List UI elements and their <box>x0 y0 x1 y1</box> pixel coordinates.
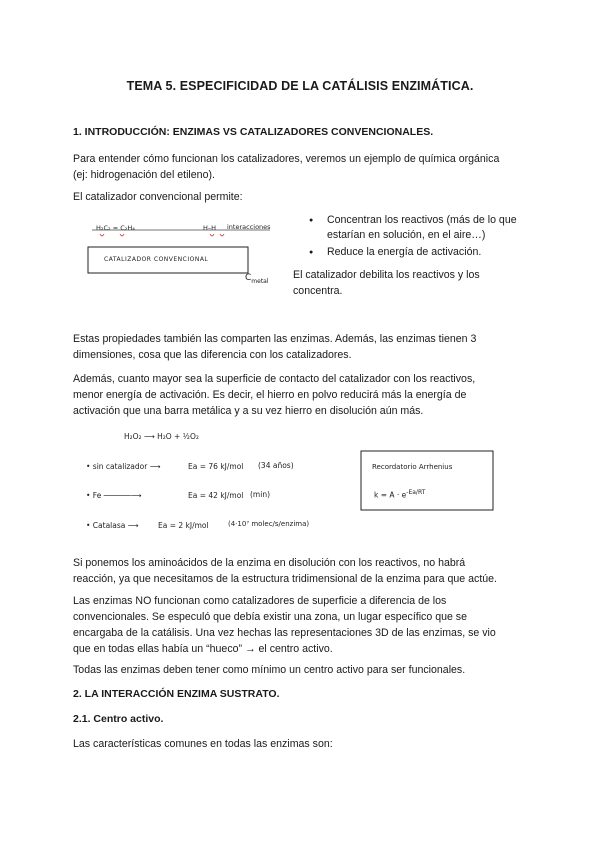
arrhenius-title: Recordatorio Arrhenius <box>372 463 453 471</box>
sketch-row-label: • Catalasa ⟶ <box>86 521 139 530</box>
text-line: dimensiones, cosa que las diferencia con los catalizadores. <box>73 349 352 361</box>
paragraph-intro <box>73 151 543 183</box>
interaction-marks <box>210 234 224 236</box>
list-item: ● Reduce la energía de activación. <box>293 245 543 260</box>
arrhenius-formula: $k = A \cdot e^{-Ea/RT}$ <box>374 489 426 500</box>
page-title: TEMA 5. ESPECIFICIDAD DE LA CATÁLISIS ENZIMÁTICA. <box>126 79 474 93</box>
sketch-row-note: (4·10⁷ molec/s/enzima) <box>228 520 310 528</box>
arrhenius-box <box>360 450 495 512</box>
list-item: ● Concentran los reactivos (más de lo que estarían en solución, en el aire…) <box>293 213 543 243</box>
section-heading-interaccion: 2. LA INTERACCIÓN ENZIMA SUSTRATO. <box>73 688 280 700</box>
sketch-row-note: (min) <box>250 490 270 499</box>
text-line: Las enzimas NO funcionan como catalizadores de superficie a diferencia de los <box>73 595 447 607</box>
paragraph-catalizador-permite: El catalizador convencional permite: <box>73 191 243 203</box>
sketch-row-energy: Ea = 42 kJ/mol <box>188 491 244 500</box>
section-heading-introduccion: 1. INTRODUCCIÓN: ENZIMAS VS CATALIZADORES CONVENCIONALES. <box>73 126 434 138</box>
text-line: convencionales. Se especuló que debía existir una zona, un lugar específico que se <box>73 611 467 623</box>
sketch-reactants: H₂C₂ = C₂H₄ <box>96 224 135 232</box>
text-line: (ej: hidrogenación del etileno). <box>73 169 215 181</box>
text-line: Estas propiedades también las comparten las enzimas. Además, las enzimas tienen 3 <box>73 333 477 345</box>
sketch-row-label: • sin catalizador ⟶ <box>86 462 161 471</box>
text-line: Si ponemos los aminoácidos de la enzima en disolución con los reactivos, no habrá <box>73 557 466 569</box>
paragraph-minimo-centro: Todas las enzimas deben tener como mínimo un centro activo para ser funcionales. <box>73 664 466 676</box>
text-line: Además, cuanto mayor sea la superficie de contacto del catalizador con los reactivos, <box>73 373 476 385</box>
paragraph-caracteristicas: Las características comunes en todas las enzimas son: <box>73 738 333 750</box>
text-line: El catalizador debilita los reactivos y los <box>293 269 480 281</box>
sketch-row-energy: Ea = 2 kJ/mol <box>158 521 209 530</box>
sketch-hh: H–H <box>203 224 217 232</box>
sketch-interacciones: interacciones <box>227 223 271 231</box>
text-line: activación que una barra metálica y a su vez hierro en disolución aún más. <box>73 405 424 417</box>
text-line: menor energía de activación. Es decir, el hierro en polvo reducirá más la energía de <box>73 389 467 401</box>
sketch-row-label: • Fe ──────⟶ <box>86 491 142 500</box>
paragraph-aminoacidos <box>73 555 543 587</box>
interaction-marks <box>100 234 124 236</box>
sketch-catalyst-label: CATALIZADOR CONVENCIONAL <box>104 256 209 263</box>
note-catalizador <box>293 267 480 299</box>
text-line: reacción, ya que necesitamos de la estructura tridimensional de la enzima para que actúe. <box>73 573 497 585</box>
text-line: encargaba de la catálisis. Una vez hechas las representaciones 3D de las enzimas, se vio <box>73 627 496 639</box>
paragraph-superficie <box>73 371 543 419</box>
subsection-heading-centro-activo: 2.1. Centro activo. <box>73 713 164 725</box>
bullet-list <box>293 213 543 262</box>
sketch-row-energy: Ea = 76 kJ/mol <box>188 462 244 471</box>
text-line: concentra. <box>293 285 343 297</box>
sketch-reaction: H₂O₂ ⟶ H₂O + ½O₂ <box>124 432 199 441</box>
sketch-row-note: (34 años) <box>258 461 294 470</box>
paragraph-propiedades <box>73 331 543 363</box>
paragraph-centro-activo <box>73 593 543 657</box>
sketch-metal: $C_{metal}$ <box>245 273 269 285</box>
text-line: que en todas ellas había un “hueco” → el centro activo. <box>73 643 333 655</box>
text-line: Para entender cómo funcionan los catalizadores, veremos un ejemplo de química orgánica <box>73 153 500 165</box>
